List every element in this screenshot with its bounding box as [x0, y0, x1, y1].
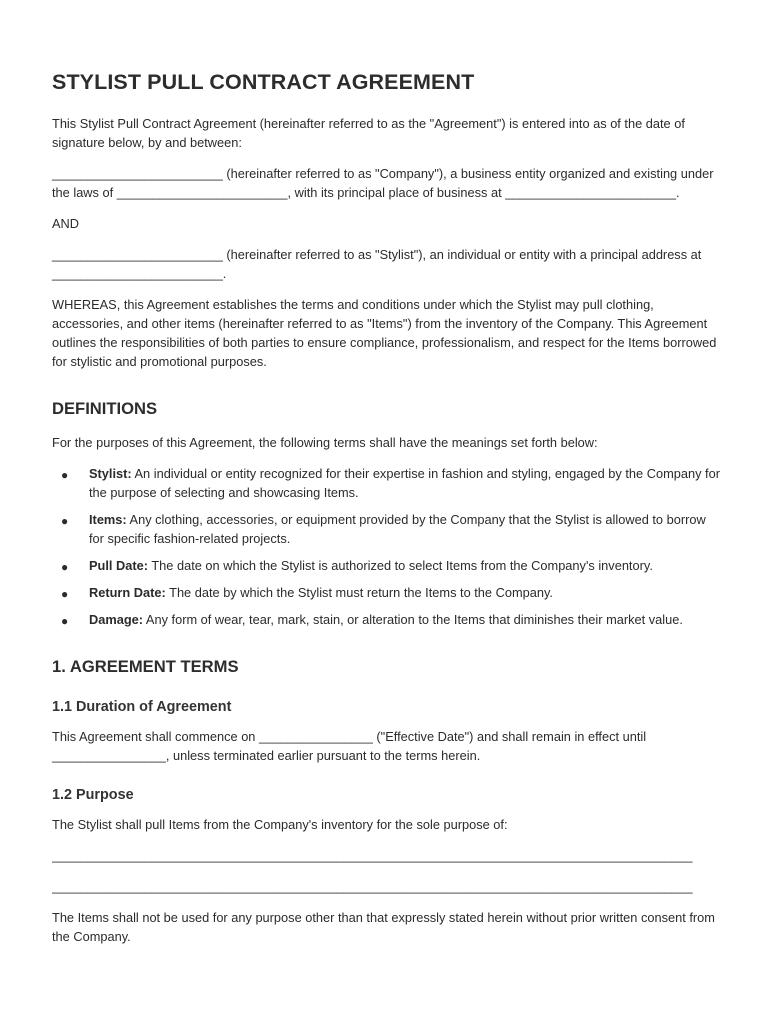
bullet-icon: ●	[61, 560, 69, 574]
definitions-heading: DEFINITIONS	[52, 399, 158, 418]
definition-text: The date by which the Stylist must return the Items to the Company.	[165, 585, 553, 600]
agreement-terms-heading: 1. AGREEMENT TERMS	[52, 657, 239, 676]
definitions-list	[52, 464, 720, 629]
definition-term: Damage:	[89, 612, 144, 627]
duration-paragraph: This Agreement shall commence on ________________ ("Effective Date") and shall remain in effect until ________________, unless terminated earlier pursuant to the terms herein.	[52, 729, 647, 763]
restriction-paragraph: The Items shall not be used for any purpose other than that expressly stated herein without prior written consent from the Company.	[52, 910, 715, 944]
definition-text: An individual or entity recognized for their expertise in fashion and styling, engaged by the Company for the purpose of selecting and showcasing Items.	[89, 466, 720, 500]
bullet-icon: ●	[61, 514, 69, 528]
purpose-blank-line: __________________________________________________________________________________________	[52, 848, 693, 863]
document-content	[52, 70, 720, 958]
purpose-paragraph: The Stylist shall pull Items from the Company's inventory for the sole purpose of:	[52, 817, 508, 832]
and-separator: AND	[52, 216, 80, 231]
definition-term: Return Date:	[89, 585, 166, 600]
document-title: STYLIST PULL CONTRACT AGREEMENT	[52, 70, 475, 94]
definition-item	[52, 610, 720, 629]
bullet-icon: ●	[61, 614, 69, 628]
stylist-party-paragraph: ________________________ (hereinafter referred to as "Stylist"), an individual or entity with a principal address at ________________________.	[52, 247, 702, 281]
definition-term: Items:	[89, 512, 127, 527]
definition-term: Pull Date:	[89, 558, 149, 573]
definition-text: Any form of wear, tear, mark, stain, or alteration to the Items that diminishes their market value.	[143, 612, 683, 627]
intro-paragraph: This Stylist Pull Contract Agreement (hereinafter referred to as the "Agreement") is entered into as of the date of signature below, by and between:	[52, 116, 685, 150]
definition-text: Any clothing, accessories, or equipment provided by the Company that the Stylist is allowed to borrow for specific fashion-related projects.	[89, 512, 706, 546]
definitions-intro: For the purposes of this Agreement, the following terms shall have the meanings set forth below:	[52, 435, 598, 450]
bullet-icon: ●	[61, 587, 69, 601]
purpose-blank-line: __________________________________________________________________________________________	[52, 879, 693, 894]
definition-item	[52, 556, 720, 575]
definition-item	[52, 583, 720, 602]
duration-heading: 1.1 Duration of Agreement	[52, 699, 232, 715]
bullet-icon: ●	[61, 468, 69, 482]
definition-item	[52, 464, 720, 502]
whereas-paragraph: WHEREAS, this Agreement establishes the terms and conditions under which the Stylist may pull clothing, accessories, and other items (hereinafter referred to as "Items") from the inventory of the Company. This Agreement outlines the responsibilities of both parties to ensure compliance, professionalism, and respect for the Items borrowed for stylistic and promotional purposes.	[52, 297, 717, 369]
purpose-heading: 1.2 Purpose	[52, 787, 134, 803]
definition-term: Stylist:	[89, 466, 132, 481]
definition-item	[52, 510, 720, 548]
company-party-paragraph: ________________________ (hereinafter referred to as "Company"), a business entity organized and existing under the laws of ________________________, with its principal place of business at ________________________.	[52, 166, 714, 200]
definition-text: The date on which the Stylist is authorized to select Items from the Company's inventory.	[148, 558, 653, 573]
